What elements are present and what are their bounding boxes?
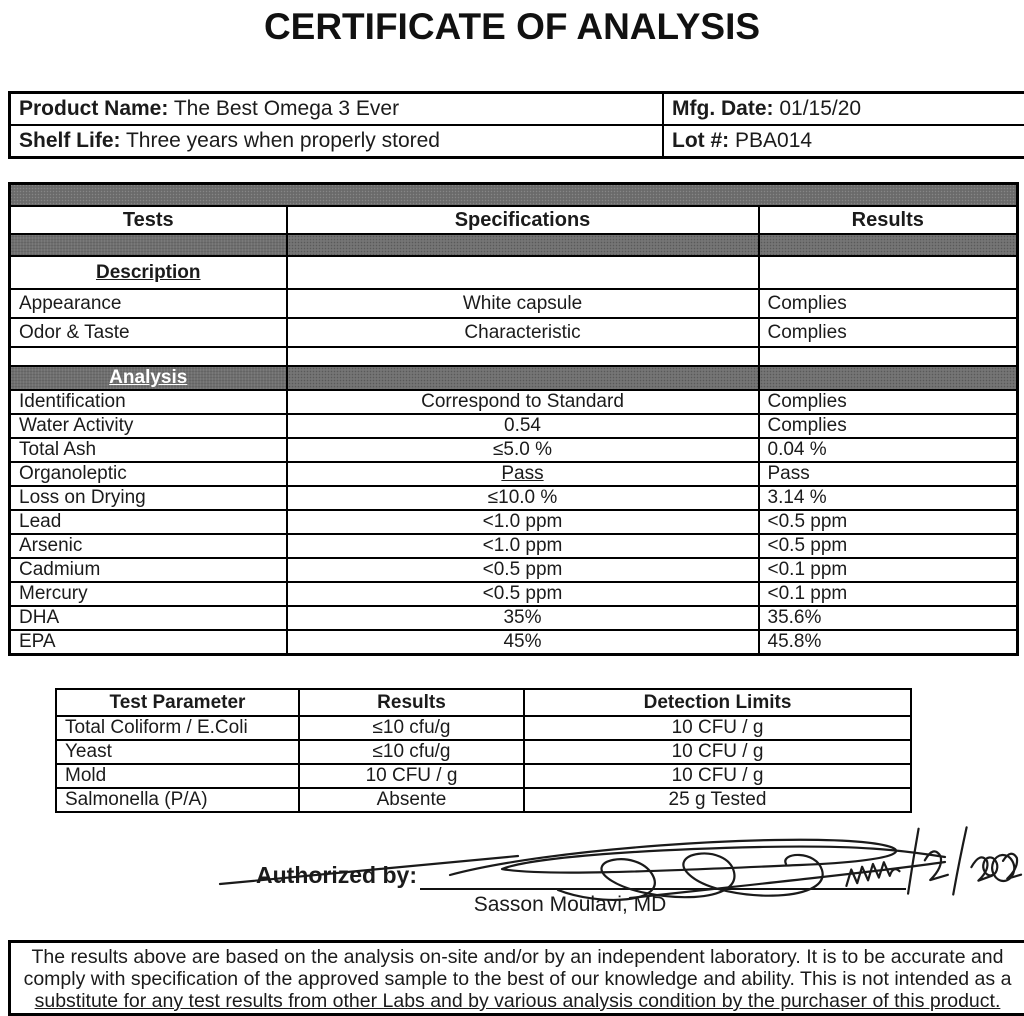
column-header: Specifications [287, 206, 759, 234]
spec-cell: 0.54 [287, 414, 759, 438]
micro-test-row [56, 788, 911, 812]
result-cell: Complies [759, 289, 1018, 318]
signature-tail-stroke [630, 862, 945, 898]
shaded-band-row [10, 234, 1018, 256]
analysis-band-row [10, 366, 1018, 390]
spec-cell: Correspond to Standard [287, 390, 759, 414]
limit-cell: 10 CFU / g [524, 764, 911, 788]
result-cell: 3.14 % [759, 486, 1018, 510]
test-name-cell: Cadmium [10, 558, 287, 582]
disclaimer-line-2: comply with specification of the approved sample to the best of our knowledge and ability. This is not intended as a [17, 968, 1018, 990]
authorized-by-label: Authorized by: [256, 862, 417, 889]
test-result-row [10, 534, 1018, 558]
spec-cell: <0.5 ppm [287, 582, 759, 606]
product-info-body [10, 93, 1024, 158]
spec-cell: Pass [287, 462, 759, 486]
test-result-row [10, 438, 1018, 462]
parameter-cell: Total Coliform / E.Coli [56, 716, 299, 740]
parameter-cell: Yeast [56, 740, 299, 764]
micro-header-row [56, 689, 911, 716]
test-name-cell: Arsenic [10, 534, 287, 558]
spec-cell: 45% [287, 630, 759, 655]
spec-cell: <1.0 ppm [287, 510, 759, 534]
test-result-row [10, 606, 1018, 630]
disclaimer-box [8, 940, 1024, 1016]
empty-cell [10, 347, 287, 366]
micro-test-row [56, 740, 911, 764]
test-name-cell: DHA [10, 606, 287, 630]
test-name-cell: Organoleptic [10, 462, 287, 486]
field-value: 01/15/20 [779, 97, 861, 120]
field-label: Lot #: [672, 129, 729, 152]
product-info-cell [10, 125, 664, 158]
result-cell: ≤10 cfu/g [299, 716, 524, 740]
field-value: The Best Omega 3 Ever [174, 97, 399, 120]
result-cell: 0.04 % [759, 438, 1018, 462]
column-header: Tests [10, 206, 287, 234]
spec-cell: <1.0 ppm [287, 534, 759, 558]
shaded-band-cell [759, 234, 1018, 256]
spacer-row [10, 347, 1018, 366]
test-result-row [10, 558, 1018, 582]
field-value: Three years when properly stored [126, 129, 440, 152]
test-name-cell: Water Activity [10, 414, 287, 438]
empty-cell [287, 347, 759, 366]
field-value: PBA014 [735, 129, 812, 152]
limit-cell: 10 CFU / g [524, 716, 911, 740]
result-cell [759, 366, 1018, 390]
section-title-cell: Description [10, 256, 287, 289]
spec-cell: <0.5 ppm [287, 558, 759, 582]
empty-cell [759, 347, 1018, 366]
spec-cell: Characteristic [287, 318, 759, 347]
signature-loops-stroke [558, 853, 823, 899]
micro-test-row [56, 716, 911, 740]
test-name-cell: Appearance [10, 289, 287, 318]
product-info-table [8, 91, 1024, 159]
result-cell: Complies [759, 318, 1018, 347]
result-cell: ≤10 cfu/g [299, 740, 524, 764]
test-result-row [10, 486, 1018, 510]
test-name-cell: Identification [10, 390, 287, 414]
spec-cell [287, 256, 759, 289]
shaded-band-cell [10, 184, 1018, 207]
micro-test-row [56, 764, 911, 788]
product-info-cell [10, 93, 664, 126]
handwritten-date-scribble [843, 822, 1022, 902]
test-result-row [10, 318, 1018, 347]
page-title: CERTIFICATE OF ANALYSIS [0, 6, 1024, 48]
spec-cell: ≤10.0 % [287, 486, 759, 510]
test-name-cell: Loss on Drying [10, 486, 287, 510]
limit-cell: 25 g Tested [524, 788, 911, 812]
micro-test-body [56, 689, 911, 812]
test-result-row [10, 289, 1018, 318]
limit-cell: 10 CFU / g [524, 740, 911, 764]
result-cell: <0.1 ppm [759, 558, 1018, 582]
product-info-cell [663, 93, 1024, 126]
main-analysis-table [8, 182, 1019, 656]
product-info-row [10, 93, 1024, 126]
result-cell: 10 CFU / g [299, 764, 524, 788]
test-name-cell: EPA [10, 630, 287, 655]
product-info-row [10, 125, 1024, 158]
result-cell: <0.1 ppm [759, 582, 1018, 606]
test-result-row [10, 582, 1018, 606]
signature-scribble [200, 818, 1024, 936]
field-label: Product Name: [19, 97, 168, 120]
result-cell: <0.5 ppm [759, 510, 1018, 534]
test-name-cell: Lead [10, 510, 287, 534]
result-cell: Complies [759, 390, 1018, 414]
test-name-cell: Total Ash [10, 438, 287, 462]
micro-test-table [55, 688, 912, 813]
shaded-band-cell [10, 234, 287, 256]
test-result-row [10, 414, 1018, 438]
column-header-row [10, 206, 1018, 234]
parameter-cell: Salmonella (P/A) [56, 788, 299, 812]
disclaimer-line-3: substitute for any test results from other Labs and by various analysis condition by the purchaser of this product. [17, 990, 1018, 1012]
spec-cell: White capsule [287, 289, 759, 318]
micro-column-header: Test Parameter [56, 689, 299, 716]
field-label: Shelf Life: [19, 129, 121, 152]
product-info-cell [663, 125, 1024, 158]
result-cell [759, 256, 1018, 289]
result-cell: Pass [759, 462, 1018, 486]
spec-cell: ≤5.0 % [287, 438, 759, 462]
result-cell: 45.8% [759, 630, 1018, 655]
section-row [10, 256, 1018, 289]
signatory-name: Sasson Moulavi, MD [420, 893, 720, 917]
section-title-cell: Analysis [10, 366, 287, 390]
result-cell: Absente [299, 788, 524, 812]
test-result-row [10, 390, 1018, 414]
result-cell: 35.6% [759, 606, 1018, 630]
test-result-row [10, 462, 1018, 486]
main-analysis-body [10, 184, 1018, 655]
column-header: Results [759, 206, 1018, 234]
micro-column-header: Detection Limits [524, 689, 911, 716]
field-label: Mfg. Date: [672, 97, 774, 120]
disclaimer-line-1: The results above are based on the analysis on-site and/or by an independent laboratory. It is to be accurate and [17, 946, 1018, 968]
test-result-row [10, 510, 1018, 534]
test-name-cell: Odor & Taste [10, 318, 287, 347]
shaded-band-cell [287, 234, 759, 256]
result-cell: <0.5 ppm [759, 534, 1018, 558]
test-name-cell: Mercury [10, 582, 287, 606]
result-cell: Complies [759, 414, 1018, 438]
spec-cell: 35% [287, 606, 759, 630]
parameter-cell: Mold [56, 764, 299, 788]
test-result-row [10, 630, 1018, 655]
spec-cell [287, 366, 759, 390]
micro-column-header: Results [299, 689, 524, 716]
shaded-band-row [10, 184, 1018, 207]
